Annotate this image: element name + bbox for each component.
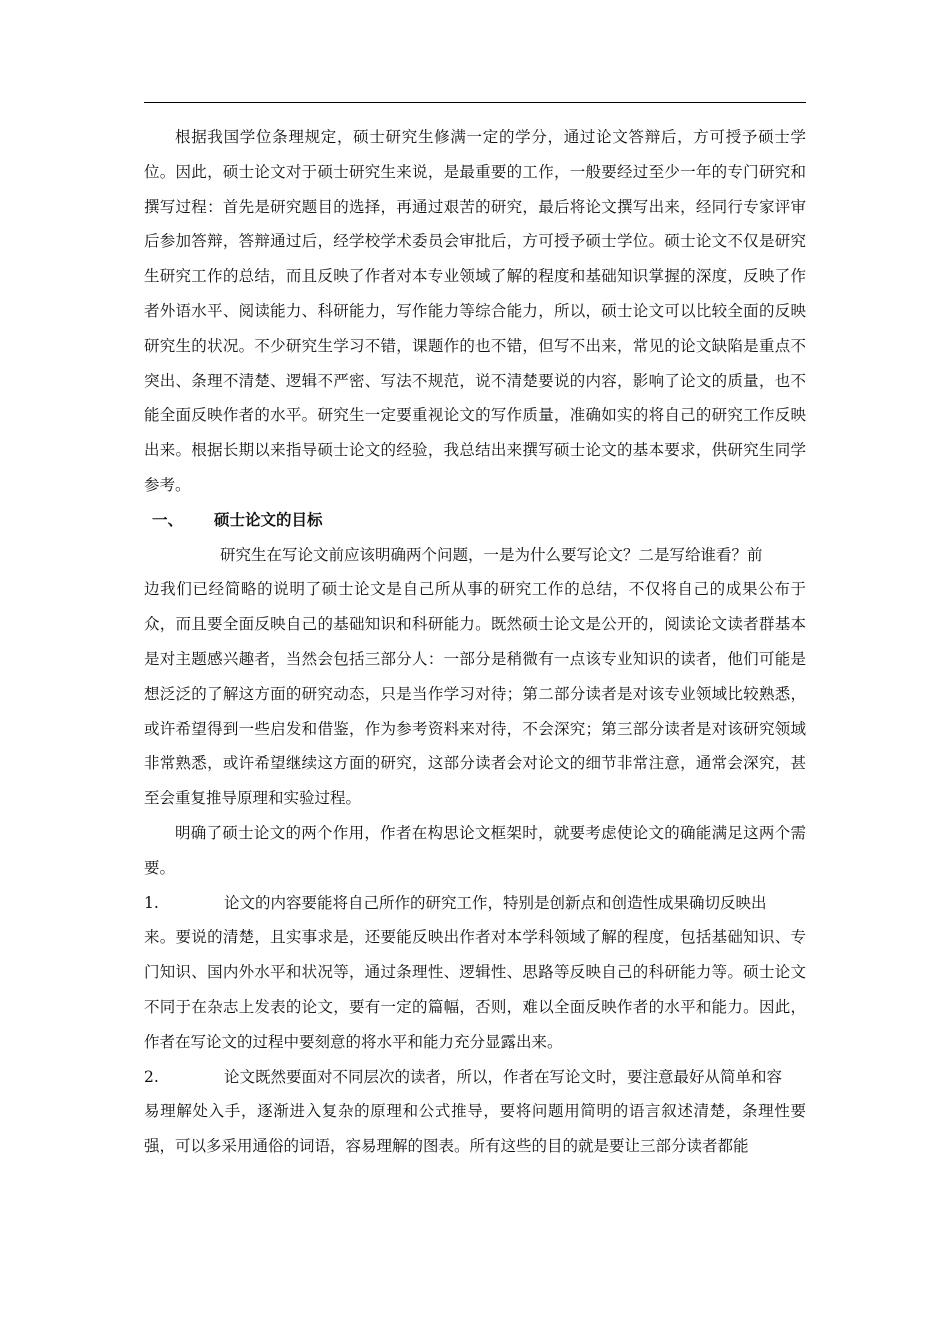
list-item-lead-text: 论文既然要面对不同层次的读者，所以，作者在写论文时，要注意最好从简单和容 (224, 1067, 783, 1086)
paragraph-rest: 边我们已经简略的说明了硕士论文是自己所从事的研究工作的总结，不仅将自己的成果公布于众，而且要全面反映自己的基础知识和科研能力。既然硕士论文是公开的，阅读论文读者群基本是对主题感兴趣者，当然会包括三部分人：一部分是稍微有一点该专业知识的读者，他们可能是想泛泛的了解这方面的研究动态，只是当作学习对待；第二部分读者是对该专业领域比较熟悉，或许希望得到一些启发和借鉴，作为参考资料来对待，不会深究；第三部分读者是对该研究领域非常熟悉，或许希望继续这方面的研究，这部分读者会对论文的细节非常注意，通常会深究，甚至会重复推导原理和实验过程。 (144, 580, 806, 808)
list-item (144, 886, 806, 1060)
list-item-text: 易理解处入手，逐渐进入复杂的原理和公式推导，要将问题用简明的语言叙述清楚，条理性要强，可以多采用通俗的词语，容易理解的图表。所有这些的目的就是要让三部分读者都能 (144, 1102, 806, 1156)
header-rule (144, 102, 806, 103)
list-item-text: 来。要说的清楚，且实事求是，还要能反映出作者对本学科领域了解的程度，包括基础知识、专门知识、国内外水平和状况等，通过条理性、逻辑性、思路等反映自己的科研能力等。硕士论文不同于在杂志上发表的论文，要有一定的篇幅，否则，难以全面反映作者的水平和能力。因此，作者在写论文的过程中要刻意的将水平和能力充分显露出来。 (144, 928, 806, 1051)
section-paragraph-2: 明确了硕士论文的两个作用，作者在构思论文框架时，就要考虑使论文的确能满足这两个需要。 (144, 823, 806, 877)
section-number: 一、 (152, 509, 184, 529)
list-item-lead (144, 886, 806, 921)
list-item (144, 1060, 806, 1164)
list-item-number: 2. (144, 1067, 159, 1086)
section-heading (144, 503, 806, 538)
intro-paragraph: 根据我国学位条理规定，硕士研究生修满一定的学分，通过论文答辩后，方可授予硕士学位。因此，硕士论文对于硕士研究生来说，是最重要的工作，一般要经过至少一年的专门研究和撰写过程：首先是研究题目的选择，再通过艰苦的研究，最后将论文撰写出来，经同行专家评审后参加答辩，答辩通过后，经学校学术委员会审批后，方可授予硕士学位。硕士论文不仅是研究生研究工作的总结，而且反映了作者对本专业领域了解的程度和基础知识掌握的深度，反映了作者外语水平、阅读能力、科研能力，写作能力等综合能力，所以，硕士论文可以比较全面的反映研究生的状况。不少研究生学习不错，课题作的也不错，但写不出来，常见的论文缺陷是重点不突出、条理不清楚、逻辑不严密、写法不规范，说不清楚要说的内容，影响了论文的质量，也不能全面反映作者的水平。研究生一定要重视论文的写作质量，准确如实的将自己的研究工作反映出来。根据长期以来指导硕士论文的经验，我总结出来撰写硕士论文的基本要求，供研究生同学参考。 (144, 128, 806, 494)
list-item-number: 1. (144, 893, 159, 912)
document-body (144, 120, 806, 1164)
list-item-lead (144, 1060, 806, 1095)
list-item-lead-text: 论文的内容要能将自己所作的研究工作，特别是创新点和创造性成果确切反映出 (224, 893, 767, 912)
section-title: 硕士论文的目标 (214, 509, 323, 529)
section-paragraph-1 (144, 538, 806, 816)
paragraph-lead: 研究生在写论文前应该明确两个问题，一是为什么要写论文？二是写给谁看？前 (220, 545, 763, 564)
